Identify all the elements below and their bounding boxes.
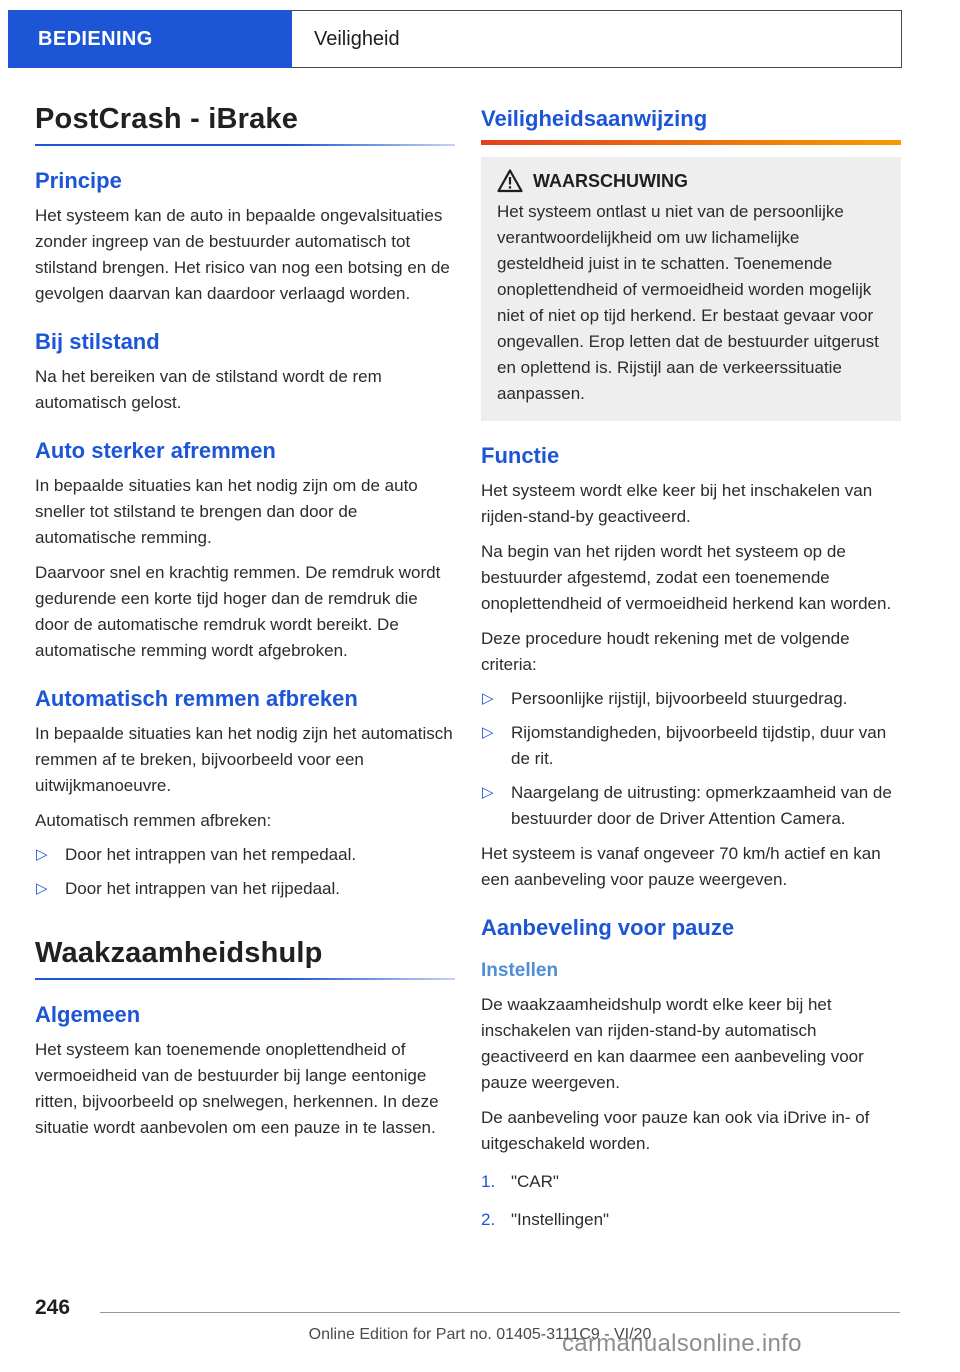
paragraph-auto-sterker-2: Daarvoor snel en krachtig remmen. De remdruk wordt gedurende een korte tijd hoger dan de remdruk die door de automatische remdruk wordt bereikt. De automatische remming wordt afgebroken. — [35, 563, 441, 660]
paragraph-bij-stilstand: Na het bereiken van de stilstand wordt de rem automatisch gelost. — [35, 367, 382, 412]
heading-bij-stilstand: Bij stilstand — [35, 329, 160, 354]
watermark-text: carmanualsonline.info — [562, 1330, 802, 1357]
numbered-step — [481, 1207, 901, 1233]
paragraph-aanbeveling-1: De waakzaamheidshulp wordt elke keer bij het inschakelen van rijden-stand-by automatisch geactiveerd en kan daarmee een aanbeveling voor pauze weergeven. — [481, 995, 864, 1092]
heading-instellen: Instellen — [481, 960, 559, 981]
list-item — [481, 780, 901, 832]
list-item — [35, 842, 455, 868]
paragraph-auto-sterker-1: In bepaalde situaties kan het nodig zijn om de auto sneller tot stilstand te brengen dan door de automatische remming. — [35, 476, 418, 547]
triangle-bullet-icon — [35, 842, 65, 868]
paragraph-functie-1: Het systeem wordt elke keer bij het inschakelen van rijden-stand-by geactiveerd. — [481, 481, 873, 526]
list-item-text: Naargelang de uitrusting: opmerkzaamheid van de bestuurder door de Driver Attention Camera. — [511, 783, 892, 828]
list-item — [481, 686, 901, 712]
heading-principe: Principe — [35, 168, 122, 193]
warning-box — [481, 157, 901, 421]
heading-aanbeveling-voor-pauze: Aanbeveling voor pauze — [481, 915, 735, 940]
manual-page — [0, 10, 960, 1357]
step-number: 1. — [481, 1172, 496, 1191]
heading-rule — [35, 144, 455, 146]
heading-automatisch-remmen-afbreken: Automatisch remmen afbreken — [35, 686, 358, 711]
step-label: "CAR" — [511, 1172, 559, 1191]
warning-header — [497, 169, 885, 193]
chapter-label: Veiligheid — [314, 27, 400, 50]
paragraph-principe: Het systeem kan de auto in bepaalde ongevalsituaties zonder ingreep van de bestuurder automatisch tot stilstand brengen. Het risico van nog een botsing en de gevolgen daarvan kan daardoor verlaagd worden. — [35, 206, 450, 303]
paragraph-functie-4: Het systeem is vanaf ongeveer 70 km/h actief en kan een aanbeveling voor pauze weergeven. — [481, 844, 881, 889]
triangle-bullet-icon — [481, 686, 511, 712]
paragraph-afbreken-2: Automatisch remmen afbreken: — [35, 811, 272, 830]
heading-waakzaamheidshulp: Waakzaamheidshulp — [35, 937, 323, 969]
list-item-text: Door het intrappen van het rijpedaal. — [65, 879, 341, 898]
page-number: 246 — [35, 1296, 71, 1319]
triangle-bullet-icon — [481, 780, 511, 832]
heading-functie: Functie — [481, 443, 560, 468]
heading-postcrash-ibrake: PostCrash - iBrake — [35, 103, 299, 135]
warning-text: Het systeem ontlast u niet van de persoonlijke verantwoordelijkheid om uw lichamelijke gesteldheid juist in te schatten. Toenemende onoplettendheid of vermoeidheid worden mogelijk niet of niet op tijd herkend. Er bestaat gevaar voor ongevallen. Erop letten dat de bestuurder uitgerust en oplettend is. Rijstijl aan de verkeerssituatie aanpassen. — [497, 202, 879, 403]
heading-auto-sterker-afremmen: Auto sterker afremmen — [35, 438, 276, 463]
heading-algemeen: Algemeen — [35, 1002, 141, 1027]
numbered-step — [481, 1169, 901, 1195]
left-column — [35, 102, 455, 1233]
list-item-text: Persoonlijke rijstijl, bijvoorbeeld stuurgedrag. — [511, 689, 848, 708]
safety-heading-rule — [481, 140, 901, 145]
triangle-bullet-icon — [35, 876, 65, 902]
heading-rule — [35, 978, 455, 980]
right-column — [481, 102, 901, 1233]
section-label: BEDIENING — [38, 27, 153, 50]
list-item-text: Rijomstandigheden, bijvoorbeeld tijdstip, duur van de rit. — [511, 723, 887, 768]
paragraph-functie-2: Na begin van het rijden wordt het systeem op de bestuurder afgestemd, zodat een toenemende onoplettendheid of vermoeidheid herkend kan worden. — [481, 542, 892, 613]
section-badge — [8, 10, 292, 68]
warning-icon — [497, 169, 523, 193]
paragraph-functie-3: Deze procedure houdt rekening met de volgende criteria: — [481, 629, 850, 674]
page-content — [0, 68, 960, 1233]
step-number: 2. — [481, 1210, 496, 1229]
footer-rule — [100, 1312, 900, 1313]
paragraph-algemeen: Het systeem kan toenemende onoplettendheid of vermoeidheid van de bestuurder bij lange eentonige ritten, bijvoorbeeld op snelwegen, herkennen. In deze situatie wordt aanbevolen om een pauze in te lassen. — [35, 1040, 439, 1137]
step-label: "Instellingen" — [511, 1210, 610, 1229]
warning-title: WAARSCHUWING — [533, 170, 688, 191]
list-item — [481, 720, 901, 772]
page-header — [8, 10, 902, 68]
paragraph-aanbeveling-2: De aanbeveling voor pauze kan ook via iDrive in- of uitgeschakeld worden. — [481, 1108, 870, 1153]
chapter-box — [292, 10, 902, 68]
list-item — [35, 876, 455, 902]
paragraph-afbreken-1: In bepaalde situaties kan het nodig zijn het automatisch remmen af te breken, bijvoorbeeld voor een uitwijkmanoeuvre. — [35, 724, 453, 795]
edition-note: Online Edition for Part no. 01405-3111C9 - VI/20 — [308, 1326, 652, 1343]
triangle-bullet-icon — [481, 720, 511, 772]
heading-veiligheidsaanwijzing: Veiligheidsaanwijzing — [481, 106, 708, 131]
list-item-text: Door het intrappen van het rempedaal. — [65, 845, 357, 864]
